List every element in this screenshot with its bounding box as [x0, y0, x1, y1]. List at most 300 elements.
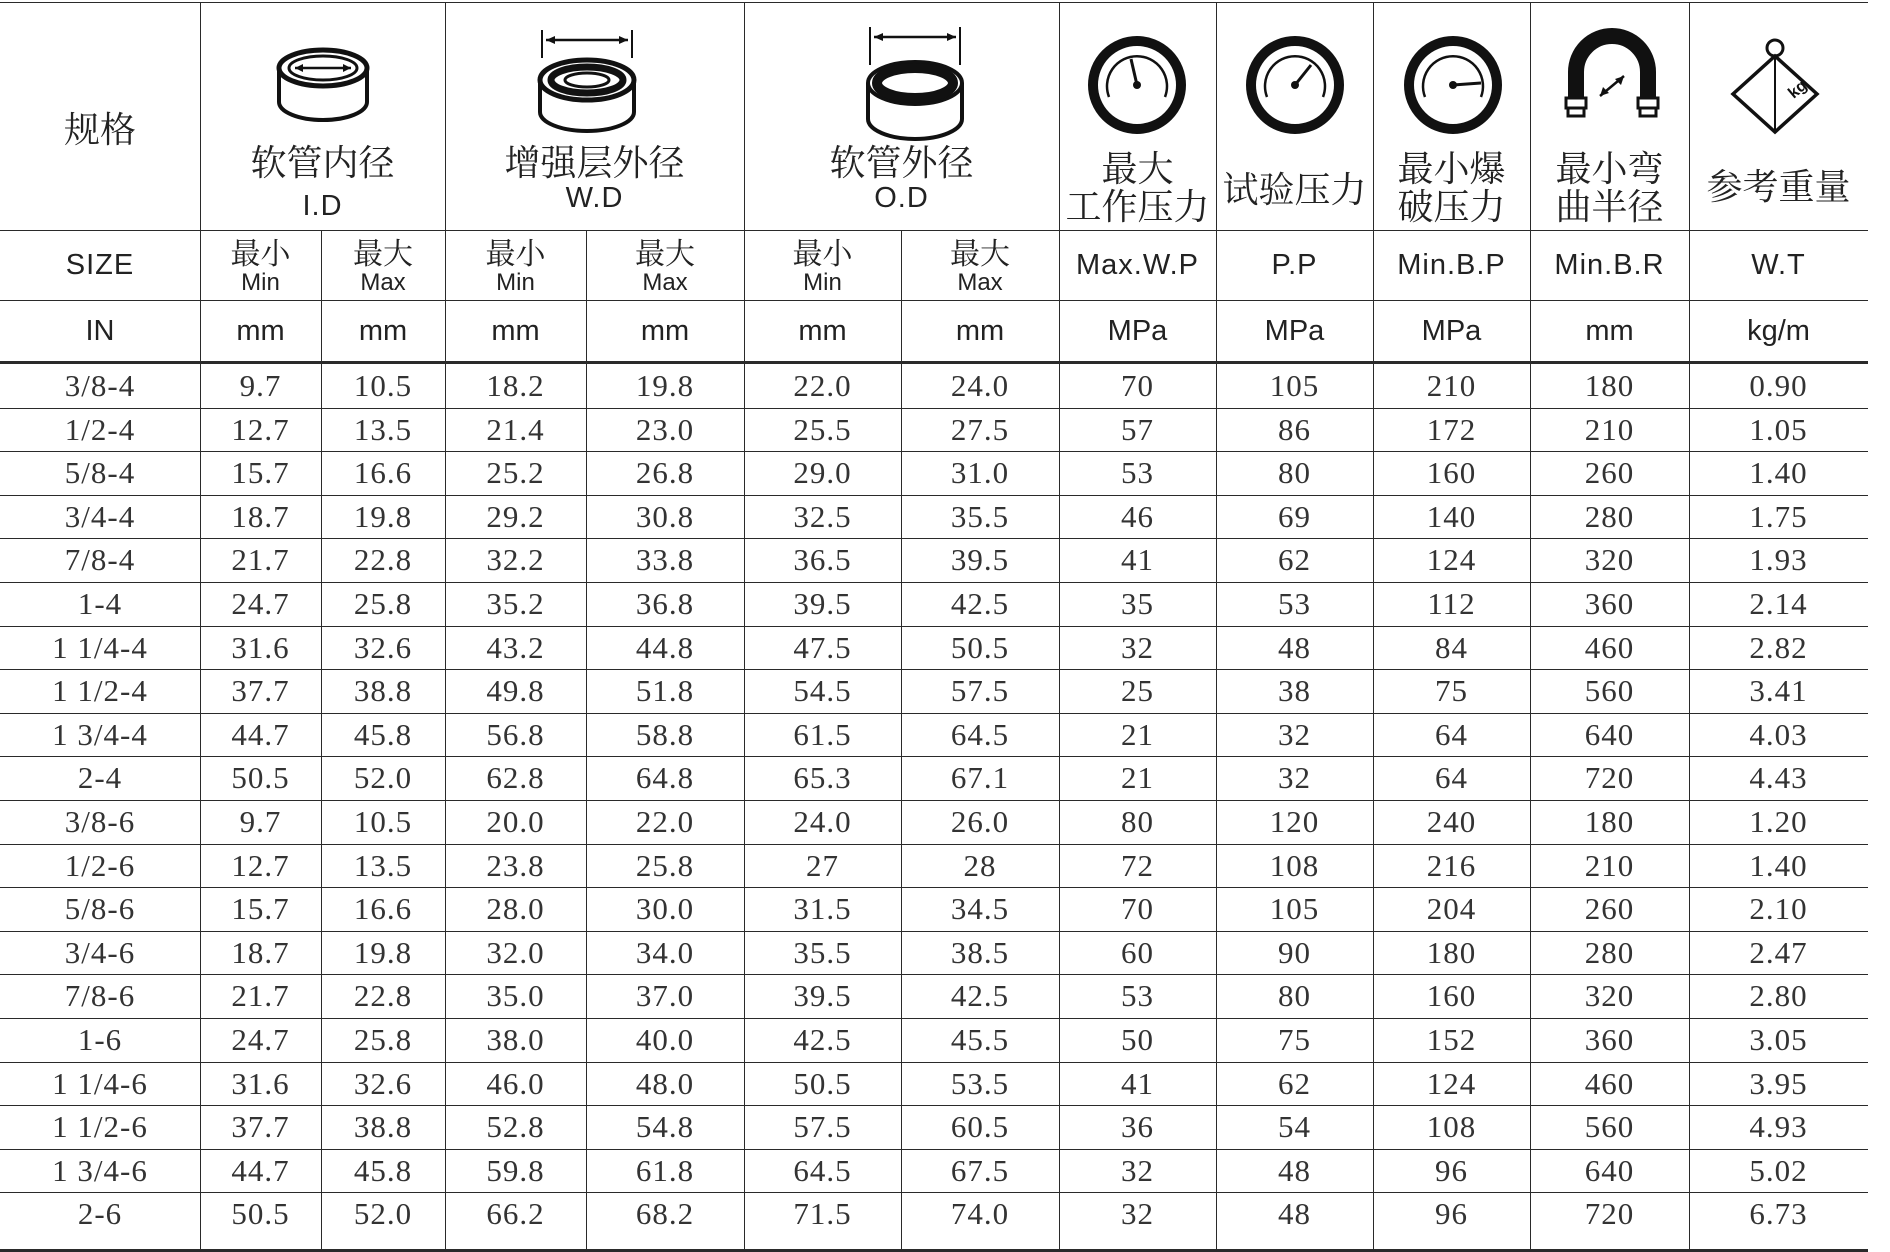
cell-max-wp: 32: [1121, 1196, 1154, 1231]
cell-pp: 48: [1278, 1196, 1311, 1231]
cell-size: 1 1/4-4: [52, 630, 148, 665]
cell-size: 5/8-4: [64, 455, 136, 490]
cell-id-max: 10.5: [353, 804, 413, 839]
cell-od-min: 31.5: [793, 891, 852, 926]
id-min-header: [200, 236, 321, 298]
pp-unit: MPa: [1264, 314, 1325, 347]
wt-header-cn: 参考重量: [1706, 166, 1851, 207]
cell-wd-max: 33.8: [635, 542, 695, 577]
cell-min-br: 180: [1584, 804, 1635, 839]
cell-wd-min: 49.8: [486, 673, 545, 708]
wp-header-en: Max.W.P: [1075, 249, 1199, 281]
id-max-cn: 最大: [353, 238, 413, 271]
wp-unit: MPa: [1107, 314, 1168, 347]
cell-od-min: 39.5: [793, 978, 852, 1013]
cell-max-wp: 50: [1121, 1022, 1154, 1057]
cell-id-max: 45.8: [353, 1153, 413, 1188]
cell-wd-min: 32.2: [486, 542, 545, 577]
od-header-en: O.D: [874, 182, 929, 214]
br-header-en: Min.B.R: [1554, 249, 1665, 281]
cell-id-min: 44.7: [231, 717, 290, 752]
cell-size: 3/8-6: [64, 804, 136, 839]
cell-max-wp: 53: [1121, 455, 1154, 490]
od-min-cn: 最小: [792, 238, 853, 271]
cell-wt: 1.20: [1749, 804, 1808, 839]
cell-max-wp: 32: [1121, 1153, 1154, 1188]
cell-id-min: 21.7: [231, 978, 290, 1013]
cell-id-min: 24.7: [231, 1022, 290, 1057]
cell-size: 1 1/2-6: [52, 1109, 148, 1144]
cell-max-wp: 21: [1121, 760, 1154, 795]
cell-wt: 1.93: [1749, 542, 1808, 577]
cell-size: 2-4: [77, 760, 123, 795]
cell-od-min: 27: [806, 848, 839, 883]
cell-wt: 3.41: [1749, 673, 1808, 708]
cell-min-bp: 108: [1426, 1109, 1477, 1144]
cell-od-min: 57.5: [793, 1109, 852, 1144]
cell-id-min: 18.7: [231, 935, 290, 970]
cell-size: 1 1/4-6: [52, 1066, 148, 1101]
cell-size: 3/8-4: [64, 368, 136, 403]
cell-min-bp: 84: [1435, 630, 1468, 665]
cell-size: 1/2-4: [64, 412, 136, 447]
wd-min-cn: 最小: [485, 238, 546, 271]
cell-wd-max: 34.0: [635, 935, 695, 970]
cell-od-min: 47.5: [793, 630, 852, 665]
cell-id-min: 12.7: [231, 848, 290, 883]
cell-wt: 1.75: [1749, 499, 1808, 534]
cell-max-wp: 72: [1121, 848, 1154, 883]
cell-id-max: 22.8: [353, 542, 413, 577]
cell-od-max: 38.5: [950, 935, 1010, 970]
cell-size: 1/2-6: [64, 848, 136, 883]
bp-header-cn-line1: 最小爆: [1397, 148, 1506, 189]
table-top-rule: [0, 2, 1868, 3]
cell-id-max: 32.6: [353, 630, 413, 665]
id-max-unit: mm: [358, 314, 408, 347]
cell-id-max: 19.8: [353, 935, 413, 970]
cell-id-max: 16.6: [353, 455, 413, 490]
test-pressure-gauge-icon: [1245, 35, 1345, 135]
od-min-unit: mm: [798, 314, 847, 347]
wd-max-en: Max: [642, 269, 688, 296]
cell-wd-min: 56.8: [486, 717, 545, 752]
cell-min-br: 560: [1584, 673, 1635, 708]
cell-wd-min: 32.0: [486, 935, 545, 970]
cell-id-min: 15.7: [231, 455, 290, 490]
cell-min-br: 640: [1584, 1153, 1635, 1188]
cell-pp: 53: [1278, 586, 1311, 621]
cell-pp: 69: [1278, 499, 1311, 534]
bp-header-cn: [1373, 150, 1530, 226]
cell-wd-max: 40.0: [635, 1022, 695, 1057]
wd-header-cn: 增强层外径: [504, 142, 685, 183]
cell-od-min: 71.5: [793, 1196, 852, 1231]
cell-min-bp: 124: [1426, 1066, 1477, 1101]
cell-max-wp: 36: [1121, 1109, 1154, 1144]
cell-max-wp: 53: [1121, 978, 1154, 1013]
pp-header-cn: 试验压力: [1222, 169, 1367, 210]
cell-wd-max: 23.0: [635, 412, 695, 447]
cell-od-min: 42.5: [793, 1022, 852, 1057]
cell-wd-max: 19.8: [635, 368, 695, 403]
cell-min-bp: 124: [1426, 542, 1477, 577]
cell-od-min: 29.0: [793, 455, 852, 490]
cell-size: 7/8-4: [64, 542, 136, 577]
cell-wt: 2.14: [1749, 586, 1808, 621]
cell-pp: 62: [1278, 542, 1311, 577]
cell-wd-max: 37.0: [635, 978, 695, 1013]
cell-id-max: 10.5: [353, 368, 413, 403]
cell-od-min: 35.5: [793, 935, 852, 970]
cell-wd-min: 59.8: [486, 1153, 545, 1188]
cell-pp: 120: [1269, 804, 1320, 839]
cell-wd-max: 25.8: [635, 848, 695, 883]
cell-od-max: 26.0: [950, 804, 1010, 839]
id-header-cn: 软管内径: [250, 142, 395, 183]
cell-pp: 80: [1278, 455, 1311, 490]
cell-wt: 2.82: [1749, 630, 1808, 665]
cell-id-min: 9.7: [239, 804, 282, 839]
br-header-cn-line1: 最小弯: [1555, 148, 1664, 189]
size-unit: IN: [85, 314, 115, 347]
cell-id-max: 45.8: [353, 717, 413, 752]
br-header-cn-line2: 曲半径: [1555, 186, 1664, 227]
wd-max-header: [586, 236, 744, 298]
cell-min-bp: 112: [1427, 586, 1476, 621]
cell-wd-min: 35.0: [486, 978, 545, 1013]
cell-max-wp: 32: [1121, 630, 1154, 665]
cell-wd-max: 51.8: [635, 673, 695, 708]
cell-min-bp: 240: [1426, 804, 1477, 839]
cell-id-min: 24.7: [231, 586, 290, 621]
cell-min-bp: 204: [1426, 891, 1477, 926]
inner-diameter-icon: [273, 40, 373, 130]
cell-wd-min: 23.8: [486, 848, 545, 883]
cell-min-br: 210: [1584, 848, 1635, 883]
cell-od-min: 64.5: [793, 1153, 852, 1188]
cell-max-wp: 70: [1121, 891, 1154, 926]
cell-min-br: 180: [1584, 368, 1635, 403]
od-max-header: [901, 236, 1059, 298]
cell-od-min: 22.0: [793, 368, 852, 403]
cell-pp: 80: [1278, 978, 1311, 1013]
bend-radius-icon: [1562, 28, 1662, 138]
cell-min-bp: 216: [1426, 848, 1477, 883]
cell-id-max: 13.5: [353, 848, 413, 883]
cell-od-min: 65.3: [793, 760, 852, 795]
header-divider-rule: [0, 230, 1868, 231]
cell-od-max: 39.5: [950, 542, 1010, 577]
cell-min-bp: 172: [1426, 412, 1477, 447]
cell-od-max: 42.5: [950, 978, 1010, 1013]
wd-max-cn: 最大: [635, 238, 695, 271]
cell-id-max: 38.8: [353, 1109, 413, 1144]
cell-od-max: 42.5: [950, 586, 1010, 621]
cell-wd-max: 64.8: [635, 760, 695, 795]
cell-od-min: 32.5: [793, 499, 852, 534]
cell-wd-min: 18.2: [486, 368, 545, 403]
weight-icon: [1725, 38, 1825, 134]
cell-min-bp: 96: [1435, 1196, 1468, 1231]
burst-pressure-gauge-icon: [1403, 35, 1503, 135]
cell-id-min: 50.5: [231, 760, 290, 795]
bp-unit: MPa: [1421, 314, 1482, 347]
cell-wd-max: 61.8: [635, 1153, 695, 1188]
cell-wt: 4.43: [1749, 760, 1808, 795]
cell-od-max: 45.5: [950, 1022, 1010, 1057]
cell-wd-max: 26.8: [635, 455, 695, 490]
pressure-gauge-icon: [1087, 35, 1187, 135]
cell-min-bp: 210: [1426, 368, 1477, 403]
cell-wt: 3.95: [1749, 1066, 1808, 1101]
cell-min-br: 560: [1584, 1109, 1635, 1144]
cell-wd-min: 38.0: [486, 1022, 545, 1057]
cell-wd-min: 20.0: [486, 804, 545, 839]
cell-id-max: 38.8: [353, 673, 413, 708]
cell-pp: 62: [1278, 1066, 1311, 1101]
cell-id-max: 52.0: [353, 1196, 413, 1231]
cell-od-max: 31.0: [950, 455, 1010, 490]
cell-min-br: 280: [1584, 499, 1635, 534]
wd-min-unit: mm: [491, 314, 540, 347]
cell-pp: 54: [1278, 1109, 1311, 1144]
bp-header-cn-line2: 破压力: [1397, 186, 1506, 227]
cell-pp: 86: [1278, 412, 1311, 447]
cell-min-br: 720: [1584, 760, 1635, 795]
size-header-cn: 规格: [63, 109, 136, 150]
cell-max-wp: 25: [1121, 673, 1154, 708]
cell-wt: 4.03: [1749, 717, 1808, 752]
od-max-unit: mm: [955, 314, 1005, 347]
cell-od-max: 34.5: [950, 891, 1010, 926]
cell-od-min: 61.5: [793, 717, 852, 752]
id-header-en: I.D: [302, 190, 343, 222]
cell-wt: 2.47: [1749, 935, 1808, 970]
cell-wt: 1.05: [1749, 412, 1808, 447]
cell-min-bp: 96: [1435, 1153, 1468, 1188]
cell-wt: 2.80: [1749, 978, 1808, 1013]
cell-size: 3/4-6: [64, 935, 136, 970]
cell-wd-max: 30.8: [635, 499, 695, 534]
wp-header-cn-line2: 工作压力: [1065, 186, 1210, 227]
cell-wd-max: 22.0: [635, 804, 695, 839]
cell-max-wp: 80: [1121, 804, 1154, 839]
wd-min-en: Min: [496, 269, 535, 296]
wp-header-cn: [1059, 150, 1216, 226]
cell-od-max: 60.5: [950, 1109, 1010, 1144]
cell-id-min: 12.7: [231, 412, 290, 447]
cell-wd-max: 54.8: [635, 1109, 695, 1144]
cell-wd-min: 25.2: [486, 455, 545, 490]
cell-od-max: 35.5: [950, 499, 1010, 534]
cell-max-wp: 41: [1121, 1066, 1154, 1101]
cell-id-min: 18.7: [231, 499, 290, 534]
cell-pp: 32: [1278, 717, 1311, 752]
wd-max-unit: mm: [640, 314, 690, 347]
cell-size: 1-6: [77, 1022, 123, 1057]
cell-od-max: 67.5: [950, 1153, 1010, 1188]
cell-wd-min: 29.2: [486, 499, 545, 534]
cell-wd-min: 52.8: [486, 1109, 545, 1144]
cell-pp: 105: [1269, 891, 1320, 926]
cell-max-wp: 70: [1121, 368, 1154, 403]
cell-wt: 5.02: [1749, 1153, 1808, 1188]
cell-id-max: 16.6: [353, 891, 413, 926]
cell-od-max: 50.5: [950, 630, 1010, 665]
cell-id-min: 31.6: [231, 1066, 290, 1101]
cell-wt: 6.73: [1749, 1196, 1808, 1231]
cell-size: 2-6: [77, 1196, 123, 1231]
wt-unit: kg/m: [1747, 314, 1810, 347]
outer-diameter-icon: [860, 25, 970, 145]
wd-min-header: [445, 236, 586, 298]
cell-min-bp: 180: [1426, 935, 1477, 970]
cell-id-min: 37.7: [231, 1109, 290, 1144]
id-min-unit: mm: [236, 314, 285, 347]
od-max-cn: 最大: [950, 238, 1010, 271]
cell-od-max: 57.5: [950, 673, 1010, 708]
cell-min-br: 260: [1584, 455, 1635, 490]
cell-min-br: 360: [1584, 1022, 1635, 1057]
cell-id-max: 13.5: [353, 412, 413, 447]
cell-pp: 38: [1278, 673, 1311, 708]
id-min-cn: 最小: [230, 238, 291, 271]
cell-max-wp: 35: [1121, 586, 1154, 621]
od-max-en: Max: [957, 269, 1003, 296]
cell-min-br: 260: [1584, 891, 1635, 926]
cell-pp: 48: [1278, 630, 1311, 665]
cell-id-min: 9.7: [239, 368, 282, 403]
cell-od-min: 54.5: [793, 673, 852, 708]
cell-od-min: 24.0: [793, 804, 852, 839]
id-max-en: Max: [360, 269, 406, 296]
id-max-header: [321, 236, 445, 298]
cell-min-bp: 152: [1426, 1022, 1477, 1057]
cell-id-min: 31.6: [231, 630, 290, 665]
cell-od-max: 28: [963, 848, 997, 883]
cell-min-br: 280: [1584, 935, 1635, 970]
cell-wd-max: 30.0: [635, 891, 695, 926]
cell-min-br: 640: [1584, 717, 1635, 752]
cell-od-min: 50.5: [793, 1066, 852, 1101]
id-min-en: Min: [241, 269, 280, 296]
cell-min-br: 460: [1584, 630, 1635, 665]
cell-min-br: 720: [1584, 1196, 1635, 1231]
cell-size: 3/4-4: [64, 499, 136, 534]
cell-id-max: 52.0: [353, 760, 413, 795]
cell-od-min: 39.5: [793, 586, 852, 621]
cell-size: 1 3/4-6: [52, 1153, 148, 1188]
cell-wt: 4.93: [1749, 1109, 1808, 1144]
cell-id-max: 22.8: [353, 978, 413, 1013]
od-header-cn: 软管外径: [829, 142, 974, 183]
cell-wd-min: 28.0: [486, 891, 545, 926]
cell-wt: 1.40: [1749, 455, 1808, 490]
cell-wd-max: 48.0: [635, 1066, 695, 1101]
cell-size: 7/8-6: [64, 978, 136, 1013]
cell-pp: 75: [1278, 1022, 1311, 1057]
cell-min-br: 360: [1584, 586, 1635, 621]
cell-wt: 1.40: [1749, 848, 1808, 883]
cell-wd-min: 43.2: [486, 630, 545, 665]
cell-min-br: 320: [1584, 978, 1635, 1013]
cell-od-max: 53.5: [950, 1066, 1010, 1101]
br-header-cn: [1530, 150, 1689, 226]
cell-id-min: 21.7: [231, 542, 290, 577]
cell-pp: 90: [1278, 935, 1311, 970]
cell-id-max: 25.8: [353, 586, 413, 621]
cell-id-min: 37.7: [231, 673, 290, 708]
cell-id-min: 50.5: [231, 1196, 290, 1231]
weight-icon-label: kg: [1785, 77, 1811, 103]
cell-min-bp: 160: [1426, 455, 1477, 490]
cell-pp: 32: [1278, 760, 1311, 795]
cell-id-min: 44.7: [231, 1153, 290, 1188]
cell-id-min: 15.7: [231, 891, 290, 926]
cell-od-min: 36.5: [793, 542, 852, 577]
wp-header-cn-line1: 最大: [1101, 148, 1174, 189]
cell-wd-min: 46.0: [486, 1066, 545, 1101]
cell-wt: 3.05: [1749, 1022, 1808, 1057]
bp-header-en: Min.B.P: [1397, 249, 1506, 281]
cell-size: 1-4: [77, 586, 123, 621]
cell-wd-max: 68.2: [635, 1196, 695, 1231]
cell-od-min: 25.5: [793, 412, 852, 447]
cell-wd-max: 44.8: [635, 630, 695, 665]
cell-min-bp: 75: [1435, 673, 1468, 708]
cell-min-br: 460: [1584, 1066, 1635, 1101]
cell-wd-min: 62.8: [486, 760, 545, 795]
cell-min-bp: 64: [1435, 717, 1468, 752]
size-header-en: SIZE: [65, 249, 135, 281]
cell-pp: 105: [1269, 368, 1320, 403]
cell-pp: 108: [1269, 848, 1320, 883]
cell-od-max: 67.1: [950, 760, 1010, 795]
cell-od-max: 64.5: [950, 717, 1010, 752]
cell-min-bp: 140: [1426, 499, 1477, 534]
cell-wt: 0.90: [1749, 368, 1808, 403]
cell-wd-max: 36.8: [635, 586, 695, 621]
cell-wd-min: 21.4: [486, 412, 545, 447]
cell-min-bp: 64: [1435, 760, 1468, 795]
cell-min-bp: 160: [1426, 978, 1477, 1013]
cell-max-wp: 60: [1121, 935, 1154, 970]
cell-max-wp: 21: [1121, 717, 1154, 752]
od-min-header: [744, 236, 901, 298]
cell-max-wp: 57: [1121, 412, 1154, 447]
cell-id-max: 32.6: [353, 1066, 413, 1101]
cell-od-max: 27.5: [950, 412, 1010, 447]
cell-wd-min: 35.2: [486, 586, 545, 621]
cell-pp: 48: [1278, 1153, 1311, 1188]
od-min-en: Min: [803, 269, 842, 296]
cell-wd-max: 58.8: [635, 717, 695, 752]
unit-divider-rule: [0, 300, 1868, 301]
cell-max-wp: 46: [1121, 499, 1154, 534]
reinforcement-diameter-icon: [532, 28, 642, 138]
cell-od-max: 24.0: [950, 368, 1010, 403]
wt-header-en: W.T: [1751, 249, 1806, 281]
cell-max-wp: 41: [1121, 542, 1154, 577]
pp-header-en: P.P: [1271, 249, 1318, 281]
cell-size: 5/8-6: [64, 891, 136, 926]
cell-size: 1 3/4-4: [52, 717, 148, 752]
wd-header-en: W.D: [565, 182, 624, 214]
cell-min-br: 320: [1584, 542, 1635, 577]
cell-size: 1 1/2-4: [52, 673, 148, 708]
br-unit: mm: [1585, 314, 1634, 347]
